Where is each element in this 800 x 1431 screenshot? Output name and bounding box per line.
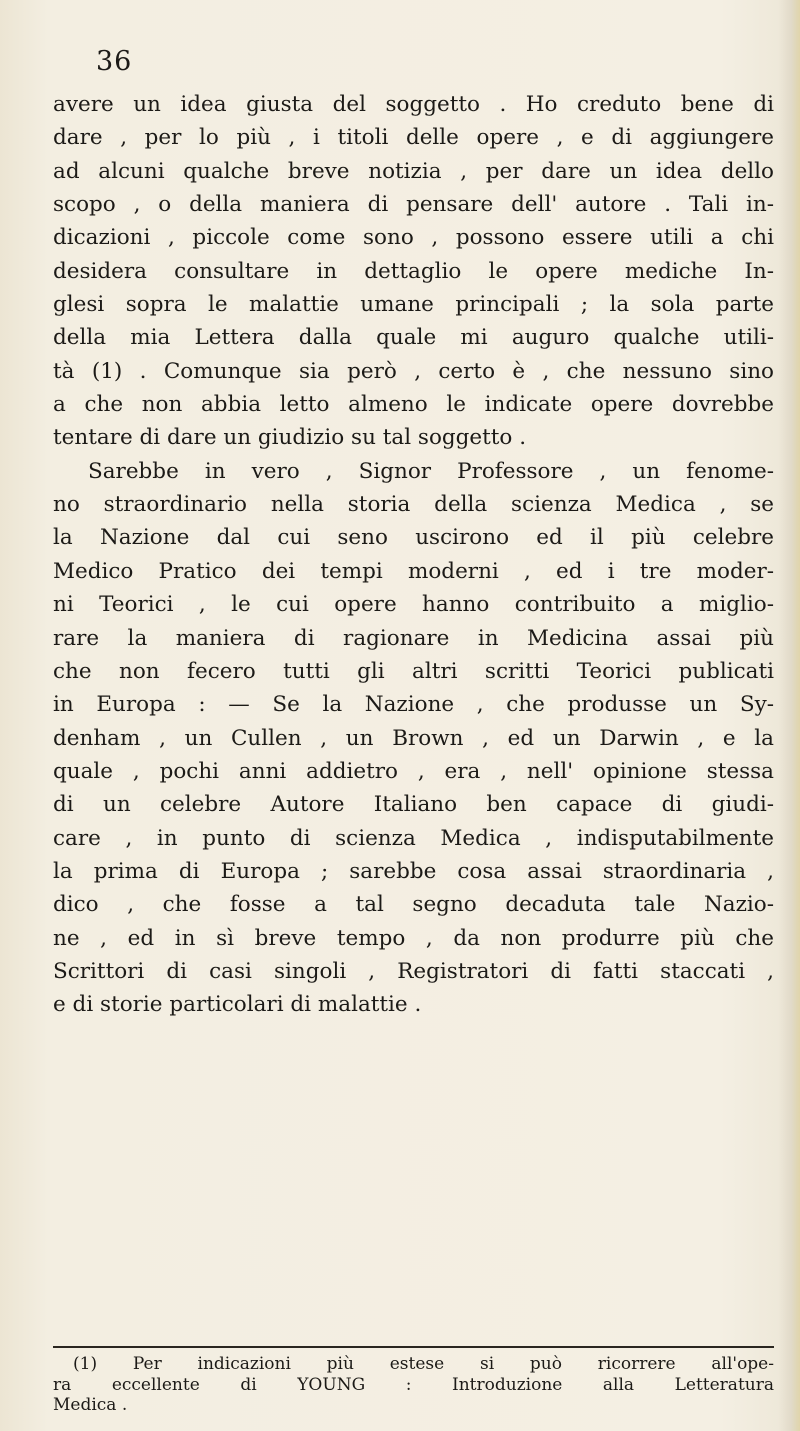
text-line: desidera consultare in dettaglio le opere mediche In- — [53, 258, 774, 284]
footnote-divider — [53, 1346, 774, 1348]
text-line: care , in punto di scienza Medica , indisputabilmente — [53, 825, 774, 851]
text-line: scopo , o della maniera di pensare dell' autore . Tali in- — [53, 192, 774, 218]
text-line: tentare di dare un giudizio su tal soggetto . — [53, 425, 527, 451]
text-line: a che non abbia letto almeno le indicate opere dovrebbe — [53, 392, 774, 418]
text-line: dare , per lo più , i titoli delle opere , e di aggiungere — [53, 125, 774, 151]
text-line: che non fecero tutti gli altri scritti Teorici publicati — [53, 658, 774, 684]
text-line: quale , pochi anni addietro , era , nell' opinione stessa — [53, 758, 774, 784]
footnote-line: (1) Per indicazioni più estese si può ricorrere all'ope- — [73, 1354, 774, 1374]
text-line: della mia Lettera dalla quale mi auguro qualche utili- — [53, 325, 774, 351]
text-line: Medico Pratico dei tempi moderni , ed i tre moder- — [53, 558, 774, 584]
text-line: ne , ed in sì breve tempo , da non produrre più che — [53, 925, 774, 951]
text-line: avere un idea giusta del soggetto . Ho creduto bene di — [53, 92, 774, 117]
footnote — [53, 1354, 774, 1416]
text-line: dico , che fosse a tal segno decaduta tale Nazio- — [53, 892, 774, 918]
text-line: no straordinario nella storia della scienza Medica , se — [53, 492, 774, 518]
text-line: ad alcuni qualche breve notizia , per dare un idea dello — [53, 158, 774, 184]
text-line: rare la maniera di ragionare in Medicina assai più — [53, 625, 774, 651]
text-line: e di storie particolari di malattie . — [53, 992, 422, 1018]
text-line: la prima di Europa ; sarebbe cosa assai straordinaria , — [53, 858, 774, 884]
footnote-line: Medica . — [53, 1395, 128, 1415]
text-line: in Europa : — Se la Nazione , che produsse un Sy- — [53, 692, 774, 718]
text-line: Sarebbe in vero , Signor Professore , un fenome- — [88, 458, 774, 484]
text-line: dicazioni , piccole come sono , possono essere utili a chi — [53, 225, 774, 251]
text-line: denham , un Cullen , un Brown , ed un Darwin , e la — [53, 725, 774, 751]
page-edge — [778, 0, 800, 1431]
text-line: la Nazione dal cui seno uscirono ed il più celebre — [53, 525, 774, 551]
text-line: glesi sopra le malattie umane principali ; la sola parte — [53, 292, 774, 318]
text-line: ni Teorici , le cui opere hanno contribuito a miglio- — [53, 592, 774, 618]
text-line: Scrittori di casi singoli , Registratori di fatti staccati , — [53, 958, 774, 984]
text-line: di un celebre Autore Italiano ben capace di giudi- — [53, 792, 774, 818]
footnote-line: ra eccellente di YOUNG : Introduzione alla Letteratura — [53, 1374, 774, 1395]
main-paragraph — [53, 88, 774, 1022]
text-line: tà (1) . Comunque sia però , certo è , che nessuno sino — [53, 358, 774, 384]
page-number: 36 — [96, 46, 133, 77]
